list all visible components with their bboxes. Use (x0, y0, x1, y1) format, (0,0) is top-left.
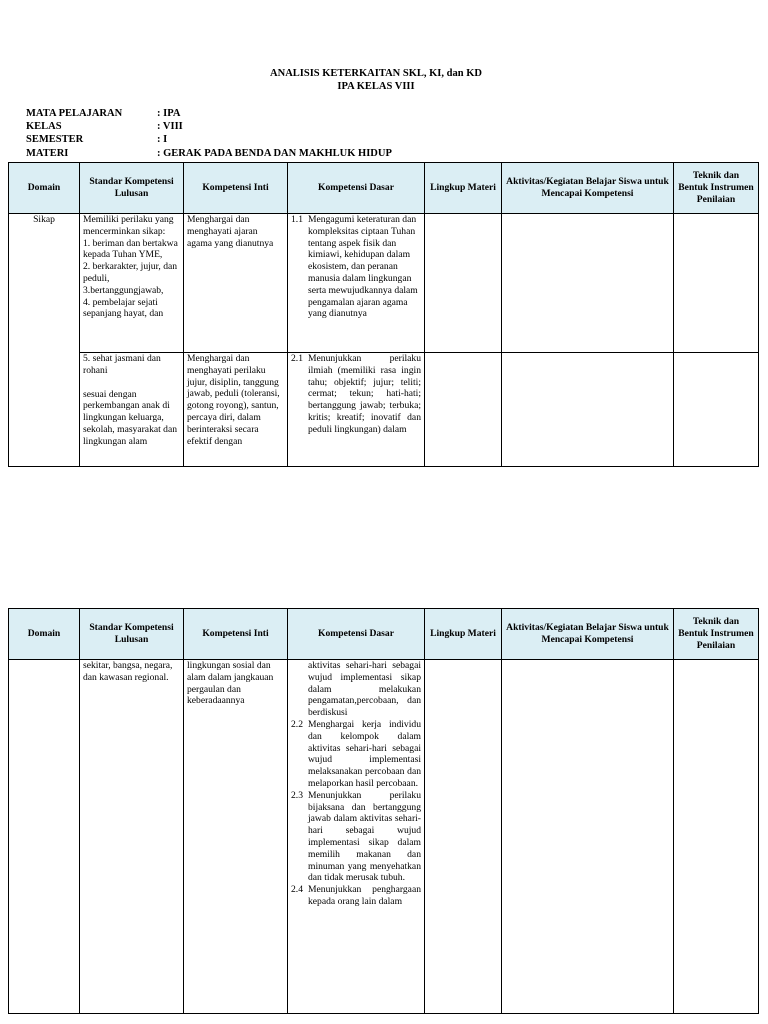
skl-line: 3.bertanggungjawab, (83, 284, 164, 296)
aktivitas-cell (502, 214, 674, 353)
meta-key: SEMESTER (26, 134, 84, 146)
ki-cell: Menghargai dan menghayati perilaku jujur, disiplin, tanggung jawab, peduli (toleransi, gotong royong), santun, percaya diri, dalam berinteraksi secara efektif dengan (184, 353, 288, 467)
meta-row-semester (26, 133, 392, 146)
kd-item (291, 790, 421, 884)
meta-value: : GERAK PADA BENDA DAN MAKHLUK HIDUP (157, 147, 392, 159)
document-title: ANALISIS KETERKAITAN SKL, KI, dan KD (270, 68, 482, 79)
ki-cell: lingkungan sosial dan alam dalam jangkauan pergaulan dan keberadaannya (184, 660, 288, 1014)
identity-block (26, 107, 392, 160)
kd-number: 1.1 (291, 214, 303, 225)
kd-text: Menunjukkan perilaku bijaksana dan bertanggung jawab dalam aktivitas sehari-hari sebagai wujud implementasi sikap dalam memilih makanan dan minuman yang menyehatkan dan tidak merusak tubuh. (308, 789, 421, 884)
domain-cell: Sikap (9, 214, 80, 467)
penilaian-cell (674, 214, 759, 353)
meta-key: MATA PELAJARAN (26, 108, 123, 119)
header-domain: Domain (9, 609, 80, 660)
lingkup-materi-cell (425, 660, 502, 1014)
header-ki: Kompetensi Inti (184, 163, 288, 214)
skl-cell: sekitar, bangsa, negara, dan kawasan regional. (80, 660, 184, 1014)
kd-text: Menunjukkan perilaku ilmiah (memiliki rasa ingin tahu; objektif; jujur; teliti; cermat; tekun; hati-hati; bertanggung jawab; terbuka; kritis; kreatif; inovatif dan peduli lingkungan) dalam (308, 353, 421, 435)
header-kd: Kompetensi Dasar (288, 163, 425, 214)
meta-row-subject (26, 107, 392, 120)
lingkup-materi-cell (425, 214, 502, 353)
skl-line (83, 377, 180, 389)
kd-text: Menghargai kerja individu dan kelompok dalam aktivitas sehari-hari sebagai wujud implementasi melaksanakan percobaan dan melaporkan hasil percobaan. (308, 718, 421, 789)
meta-value: : I (157, 134, 168, 146)
kd-cell (288, 660, 425, 1014)
meta-value: : VIII (157, 121, 183, 133)
header-skl: Standar Kompetensi Lulusan (80, 609, 184, 660)
kd-number: 2.3 (291, 789, 303, 801)
kd-text: aktivitas sehari-hari sebagai wujud implementasi sikap dalam melakukan pengamatan,percobaan, dan berdiskusi (308, 660, 421, 719)
header-lingkup-materi: Lingkup Materi (425, 609, 502, 660)
kd-text: Mengagumi keteraturan dan kompleksitas ciptaan Tuhan tentang aspek fisik dan kimiawi, kehidupan dalam ekosistem, dan peranan manusia dalam lingkungan serta mewujudkannya dalam pengamalan ajaran agama yang dianutnya (308, 214, 418, 320)
table-row (9, 353, 759, 467)
meta-key: MATERI (26, 147, 69, 159)
kd-item (291, 353, 421, 436)
header-ki: Kompetensi Inti (184, 609, 288, 660)
header-skl: Standar Kompetensi Lulusan (80, 163, 184, 214)
kd-cell (288, 214, 425, 353)
skl-line: 5. sehat jasmani dan rohani (83, 353, 161, 376)
kd-item (291, 660, 421, 719)
kd-cell (288, 353, 425, 467)
document-subtitle: IPA KELAS VIII (337, 81, 415, 92)
kd-number: 2.4 (291, 884, 303, 896)
kd-number: 2.1 (291, 353, 303, 364)
aktivitas-cell (502, 660, 674, 1014)
kd-item (291, 884, 421, 908)
meta-value: : IPA (157, 108, 181, 119)
skl-line: sesuai dengan perkembangan anak di lingkungan keluarga, sekolah, masyarakat dan lingkungan alam (83, 388, 178, 447)
skl-line: 1. beriman dan bertakwa kepada Tuhan YME, (83, 237, 178, 261)
penilaian-cell (674, 353, 759, 467)
table-row (9, 214, 759, 353)
lingkup-materi-cell (425, 353, 502, 467)
header-teknik-penilaian: Teknik dan Bentuk Instrumen Penilaian (674, 609, 759, 660)
header-lingkup-materi: Lingkup Materi (425, 163, 502, 214)
domain-cell (9, 660, 80, 1014)
analysis-table-page-1 (8, 162, 759, 467)
skl-cell (80, 214, 184, 353)
header-aktivitas: Aktivitas/Kegiatan Belajar Siswa untuk Mencapai Kompetensi (502, 163, 674, 214)
header-teknik-penilaian: Teknik dan Bentuk Instrumen Penilaian (674, 163, 759, 214)
analysis-table-page-2 (8, 608, 759, 1014)
table-header-row (9, 163, 759, 214)
table-header-row (9, 609, 759, 660)
skl-line: 2. berkarakter, jujur, dan peduli, (83, 261, 178, 284)
header-kd: Kompetensi Dasar (288, 609, 425, 660)
kd-item (291, 214, 421, 320)
kd-number: 2.2 (291, 718, 303, 730)
aktivitas-cell (502, 353, 674, 467)
meta-row-topic (26, 147, 392, 160)
meta-key: KELAS (26, 121, 62, 133)
kd-text: Menunjukkan penghargaan kepada orang lain dalam (308, 884, 421, 907)
header-aktivitas: Aktivitas/Kegiatan Belajar Siswa untuk Mencapai Kompetensi (502, 609, 674, 660)
penilaian-cell (674, 660, 759, 1014)
header-domain: Domain (9, 163, 80, 214)
skl-line: Memiliki perilaku yang mencerminkan sikap: (83, 214, 174, 237)
table-row (9, 660, 759, 1014)
ki-cell: Menghargai dan menghayati ajaran agama yang dianutnya (184, 214, 288, 353)
kd-item (291, 719, 421, 790)
meta-row-class (26, 120, 392, 133)
skl-line: 4. pembelajar sejati sepanjang hayat, dan (83, 296, 164, 320)
skl-cell (80, 353, 184, 467)
